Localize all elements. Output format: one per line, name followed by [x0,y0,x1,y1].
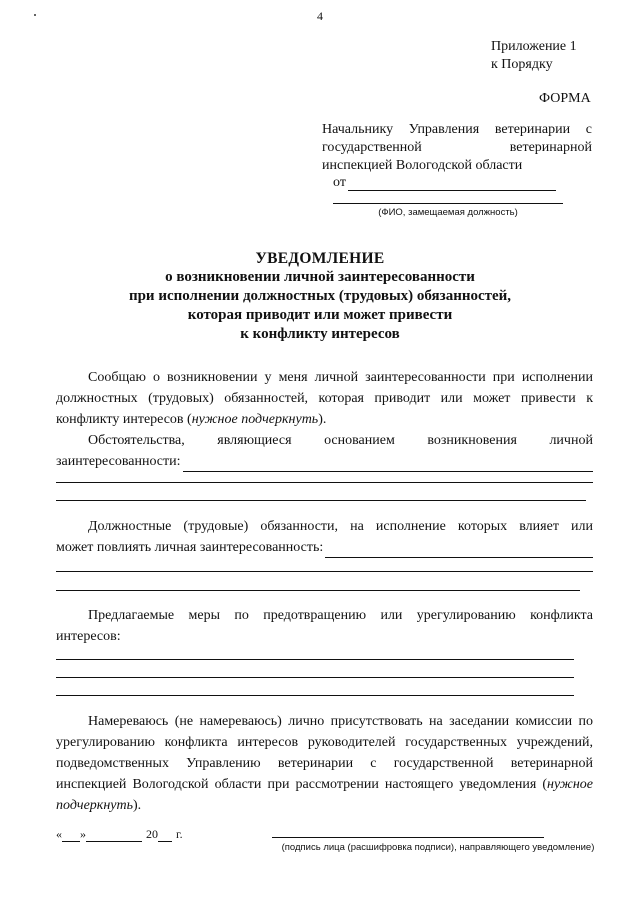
duties-blank-line[interactable] [56,590,580,591]
circumstances-word: Обстоятельства, [88,433,185,448]
notice-tail: ). [318,412,327,427]
measures-blank-line[interactable] [56,695,574,696]
title-heading: УВЕДОМЛЕНИЕ [255,250,385,267]
page-number: 4 [317,9,323,23]
signature-blank[interactable] [272,837,544,838]
circumstances-word: основанием [324,433,395,448]
addressee-line: Начальнику Управления ветеринарии с [322,122,592,137]
duties-label: может повлиять личная заинтересованность: [56,540,324,555]
circumstances-label: заинтересованности: [56,454,181,469]
title-line: при исполнении должностных (трудовых) обязанностей, [128,288,512,304]
addressee-line: инспекцией Вологодской области [322,158,523,173]
circumstances-word: личной [549,433,593,448]
section-duties [56,516,593,558]
circumstances-blank[interactable] [183,457,593,472]
measures-text: Предлагаемые меры по предотвращению или урегулированию конфликта интересов: [56,608,593,644]
date-field [56,827,183,842]
title-line: о возникновении личной заинтересованности [165,269,475,285]
notice-title [0,249,640,344]
form-label: ФОРМА [539,91,591,106]
circumstances-word: являющиеся [217,433,292,448]
from-field [333,175,556,191]
underline-hint: нужное подчеркнуть [191,412,319,427]
duties-line: Должностные (трудовые) обязанности, на исполнение которых влияет или [88,519,593,534]
from-label: от [333,175,346,190]
notice-text: Сообщаю о возникновении у меня личной заинтересованности при исполнении должностных (трудовых) обязанностей, которая приводит или может привести к конфликту интересов ( [56,370,593,427]
attendance-tail: ). [132,798,142,813]
year-prefix: 20 [146,827,158,841]
scan-speck [34,14,36,16]
duties-field [56,537,593,558]
from-blank[interactable] [348,178,556,191]
measures-blank-line[interactable] [56,677,574,678]
attendance-text: Намереваюсь (не намереваюсь) лично присутствовать на заседании комиссии по урегулированию конфликта интересов руководителей государственных учреждений, подведомственных Управлению ветеринарии с государственной ветеринарной инспекцией Вологодской области при рассмотрении настоящего уведомления ( [56,714,593,792]
title-line: к конфликту интересов [240,326,400,342]
circumstances-blank-line[interactable] [56,500,586,501]
year-suffix: г. [176,827,183,841]
appendix-line: к Порядку [491,57,553,72]
duties-blank[interactable] [325,543,593,558]
section-measures [56,605,593,647]
circumstances-line [56,430,593,451]
addressee-block [322,121,592,175]
addressee-word: ветеринарной [509,140,592,155]
year-blank[interactable] [158,831,172,842]
circumstances-word: возникновения [427,433,517,448]
appendix-reference [491,38,577,74]
quote-open: « [56,827,62,841]
addressee-word: государственной [322,140,422,155]
section-notice-text [56,367,593,472]
circumstances-blank-line[interactable] [56,482,593,483]
underline-hint: нужное подчеркнуть [56,777,593,813]
notice-paragraph [56,367,593,430]
measures-blank-line[interactable] [56,659,574,660]
fio-blank[interactable] [333,203,563,204]
circumstances-field [56,451,593,472]
appendix-line: Приложение 1 [491,39,577,54]
quote-close: » [80,827,86,841]
attendance-paragraph [56,711,593,816]
month-blank[interactable] [86,831,142,842]
signature-caption: (подпись лица (расшифровка подписи), направляющего уведомление) [281,842,595,853]
fio-caption: (ФИО, замещаемая должность) [378,207,518,218]
duties-blank-line[interactable] [56,571,593,572]
title-line: которая приводит или может привести [187,307,453,323]
section-attendance [56,711,593,816]
addressee-line [322,139,592,157]
day-blank[interactable] [62,831,80,842]
